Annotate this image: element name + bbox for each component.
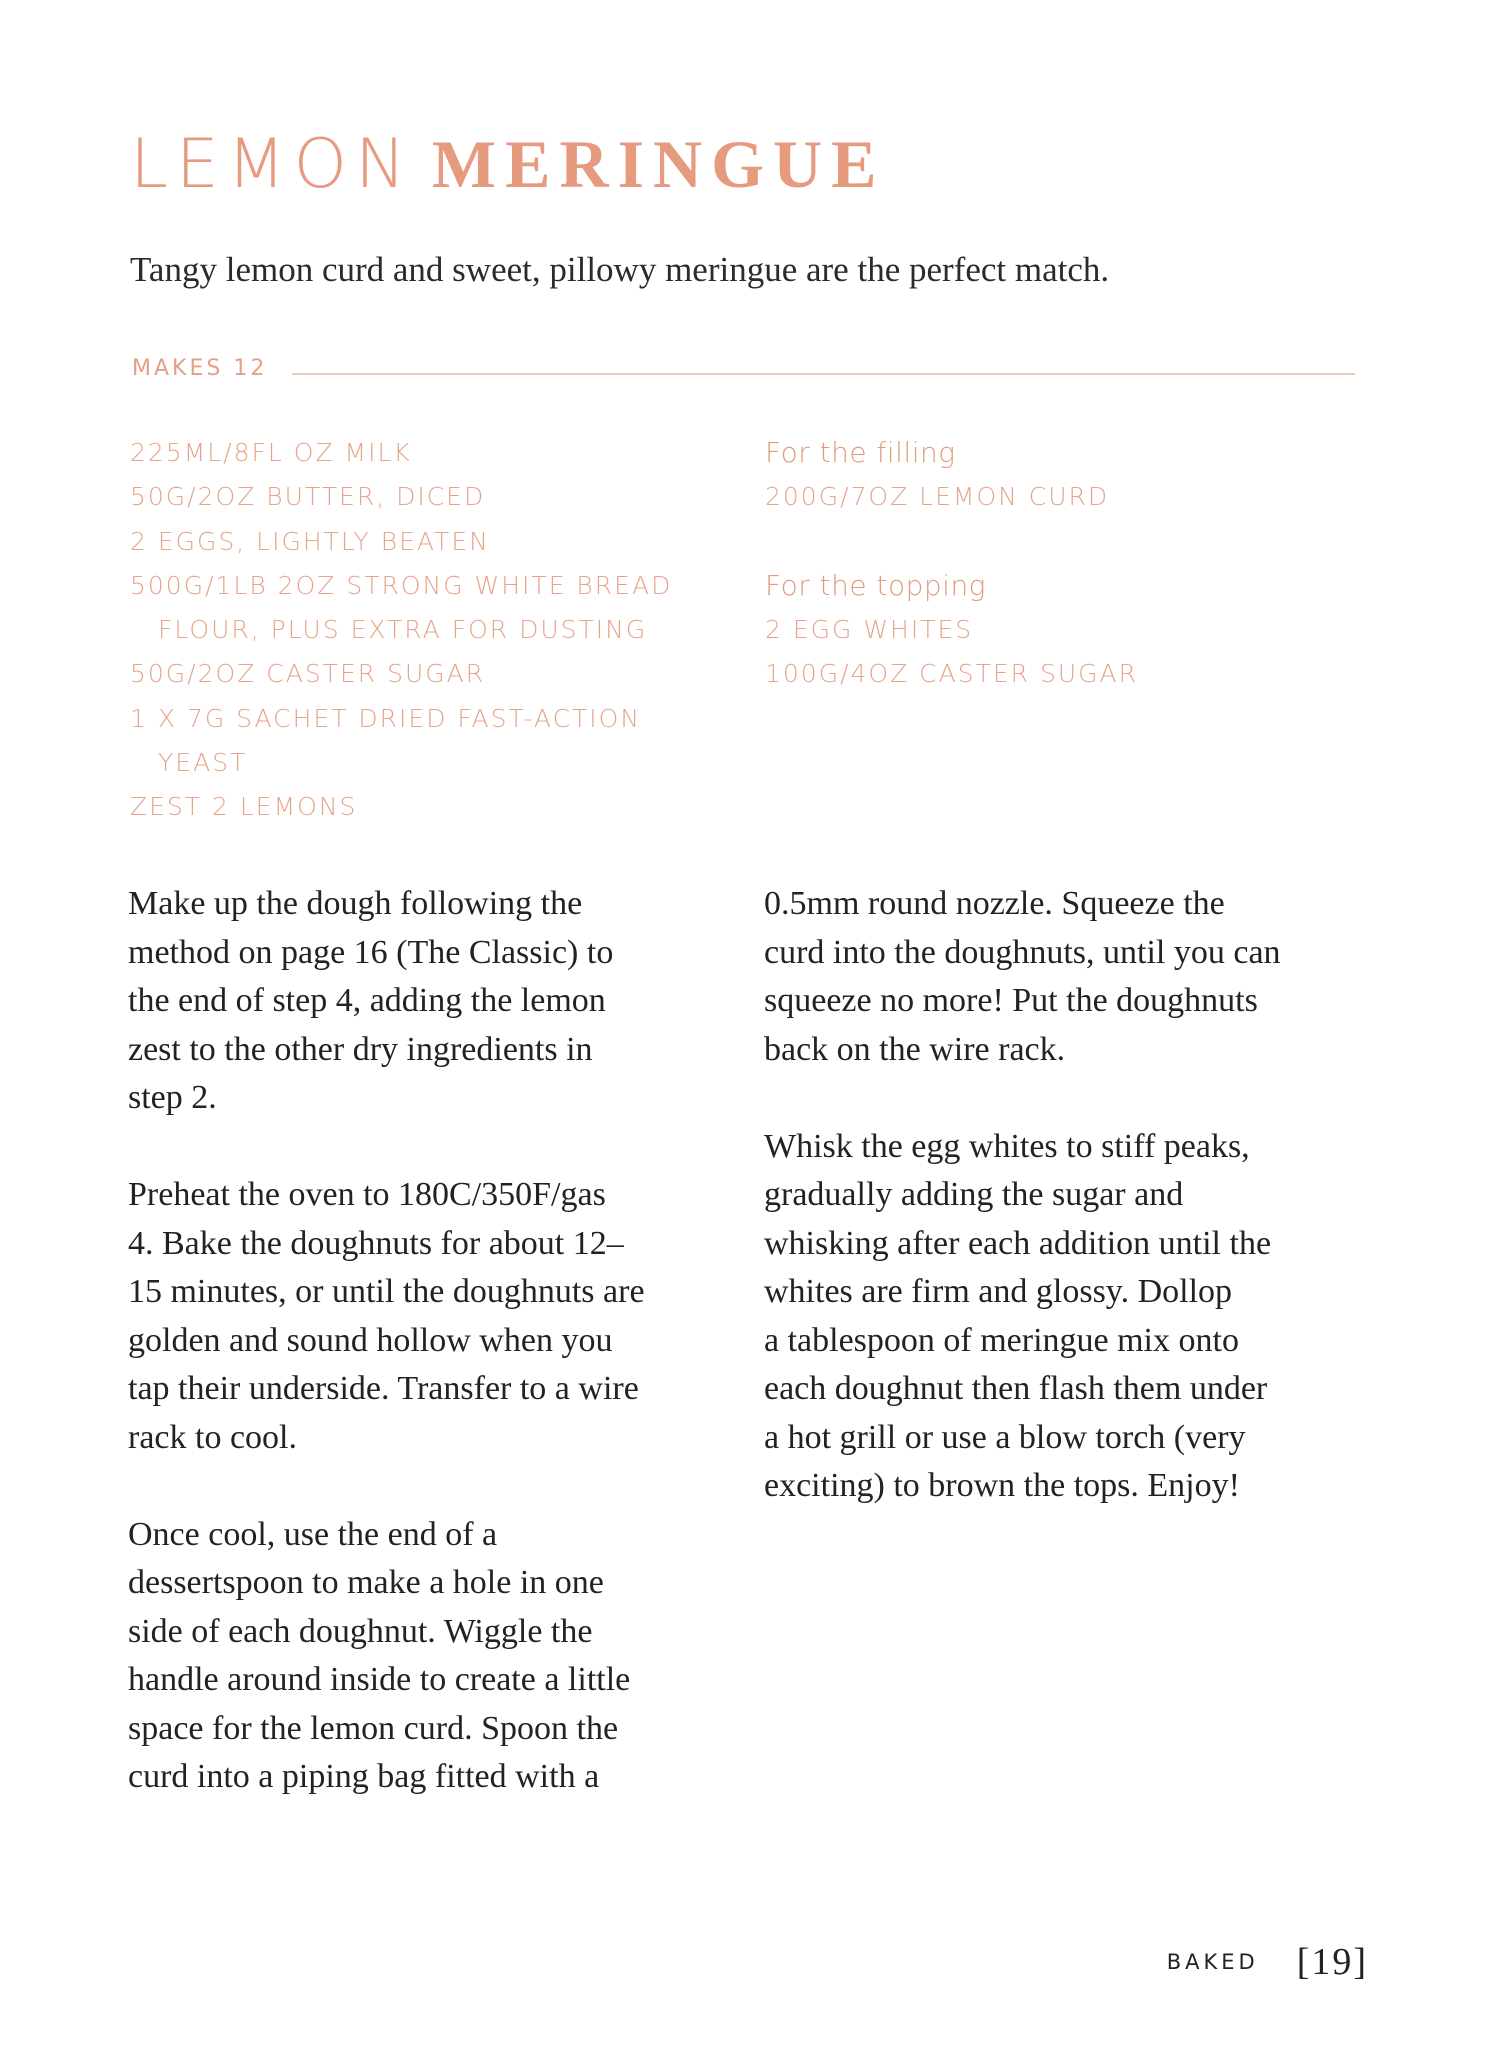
ingredient-item: 100G/4OZ CASTER SUGAR (765, 659, 1138, 689)
method-line: rack to cool. (128, 1418, 297, 1456)
method-line: step 2. (128, 1079, 217, 1116)
method-line: gradually adding the sugar and (764, 1176, 1184, 1213)
page-footer (1167, 1940, 1368, 1984)
method-line: Preheat the oven to 180C/350F/gas (128, 1176, 606, 1213)
method-line: exciting) to brown the tops. Enjoy! (764, 1467, 1240, 1504)
method-line: handle around inside to create a little (128, 1661, 631, 1698)
method-line: tap their underside. Transfer to a wire (128, 1370, 639, 1407)
ingredient-item: 225ML/8FL OZ MILK (130, 438, 412, 467)
method-line: the end of step 4, adding the lemon (128, 982, 606, 1019)
ingredient-item: 50G/2OZ CASTER SUGAR (130, 659, 486, 689)
method-line: golden and sound hollow when you (128, 1321, 613, 1359)
method-line: Once cool, use the end of a (128, 1515, 498, 1553)
yield-row (130, 356, 1355, 392)
method-column-left (128, 880, 728, 1850)
recipe-title (130, 125, 886, 204)
method-paragraph (128, 880, 728, 1123)
page-number: [19] (1296, 1941, 1368, 1983)
title-part-meringue: MERINGUE (431, 126, 886, 202)
ingredient-item: 2 EGG WHITES (765, 614, 974, 644)
topping-heading: For the topping (765, 568, 986, 602)
spacer (765, 520, 1138, 564)
filling-heading: For the filling (765, 436, 956, 469)
method-line: curd into the doughnuts, until you can (764, 933, 1281, 971)
method-paragraph (128, 1511, 728, 1802)
method-line: squeeze no more! Put the doughnuts (764, 982, 1258, 1019)
method-line: method on page 16 (The Classic) to (128, 933, 614, 971)
method-line: side of each doughnut. Wiggle the (128, 1612, 593, 1650)
method-line: back on the wire rack. (764, 1030, 1066, 1068)
ingredients-main (130, 431, 672, 830)
ingredient-item-continued: YEAST (158, 748, 248, 778)
method-column-right (764, 880, 1364, 1559)
method-paragraph (128, 1171, 728, 1462)
yield-label: MAKES 12 (132, 356, 268, 381)
method-line: zest to the other dry ingredients in (128, 1030, 593, 1068)
divider-rule (292, 373, 1355, 375)
section-label: BAKED (1166, 1950, 1259, 1974)
method-line: a hot grill or use a blow torch (very (764, 1418, 1246, 1456)
method-paragraph (764, 1123, 1364, 1511)
ingredients-secondary (765, 431, 1138, 696)
title-part-lemon: LEMON (130, 125, 414, 204)
method-line: dessertspoon to make a hole in one (128, 1564, 604, 1601)
method-line: whisking after each addition until the (764, 1224, 1272, 1262)
method-line: 0.5mm round nozzle. Squeeze the (764, 885, 1225, 922)
recipe-intro: Tangy lemon curd and sweet, pillowy meringue are the perfect match. (130, 250, 1110, 289)
method-line: 4. Bake the doughnuts for about 12– (128, 1224, 624, 1262)
ingredient-item-continued: FLOUR, PLUS EXTRA FOR DUSTING (158, 615, 648, 645)
method-line: space for the lemon curd. Spoon the (128, 1709, 619, 1747)
ingredient-item: 200G/7OZ LEMON CURD (765, 482, 1110, 512)
method-line: Whisk the egg whites to stiff peaks, (764, 1127, 1250, 1165)
method-line: whites are firm and glossy. Dollop (764, 1273, 1233, 1310)
method-line: Make up the dough following the (128, 885, 583, 922)
method-line: 15 minutes, or until the doughnuts are (128, 1273, 645, 1310)
ingredient-item: 50G/2OZ BUTTER, DICED (130, 482, 486, 512)
ingredient-item: 500G/1LB 2OZ STRONG WHITE BREAD (130, 570, 673, 600)
ingredient-item: ZEST 2 LEMONS (130, 792, 358, 822)
method-line: a tablespoon of meringue mix onto (764, 1321, 1239, 1359)
ingredient-item: 2 EGGS, LIGHTLY BEATEN (130, 526, 490, 556)
method-paragraph (764, 880, 1364, 1074)
method-line: curd into a piping bag fitted with a (128, 1758, 600, 1795)
method-line: each doughnut then flash them under (764, 1370, 1268, 1407)
ingredient-item: 1 X 7G SACHET DRIED FAST-ACTION (130, 703, 642, 733)
